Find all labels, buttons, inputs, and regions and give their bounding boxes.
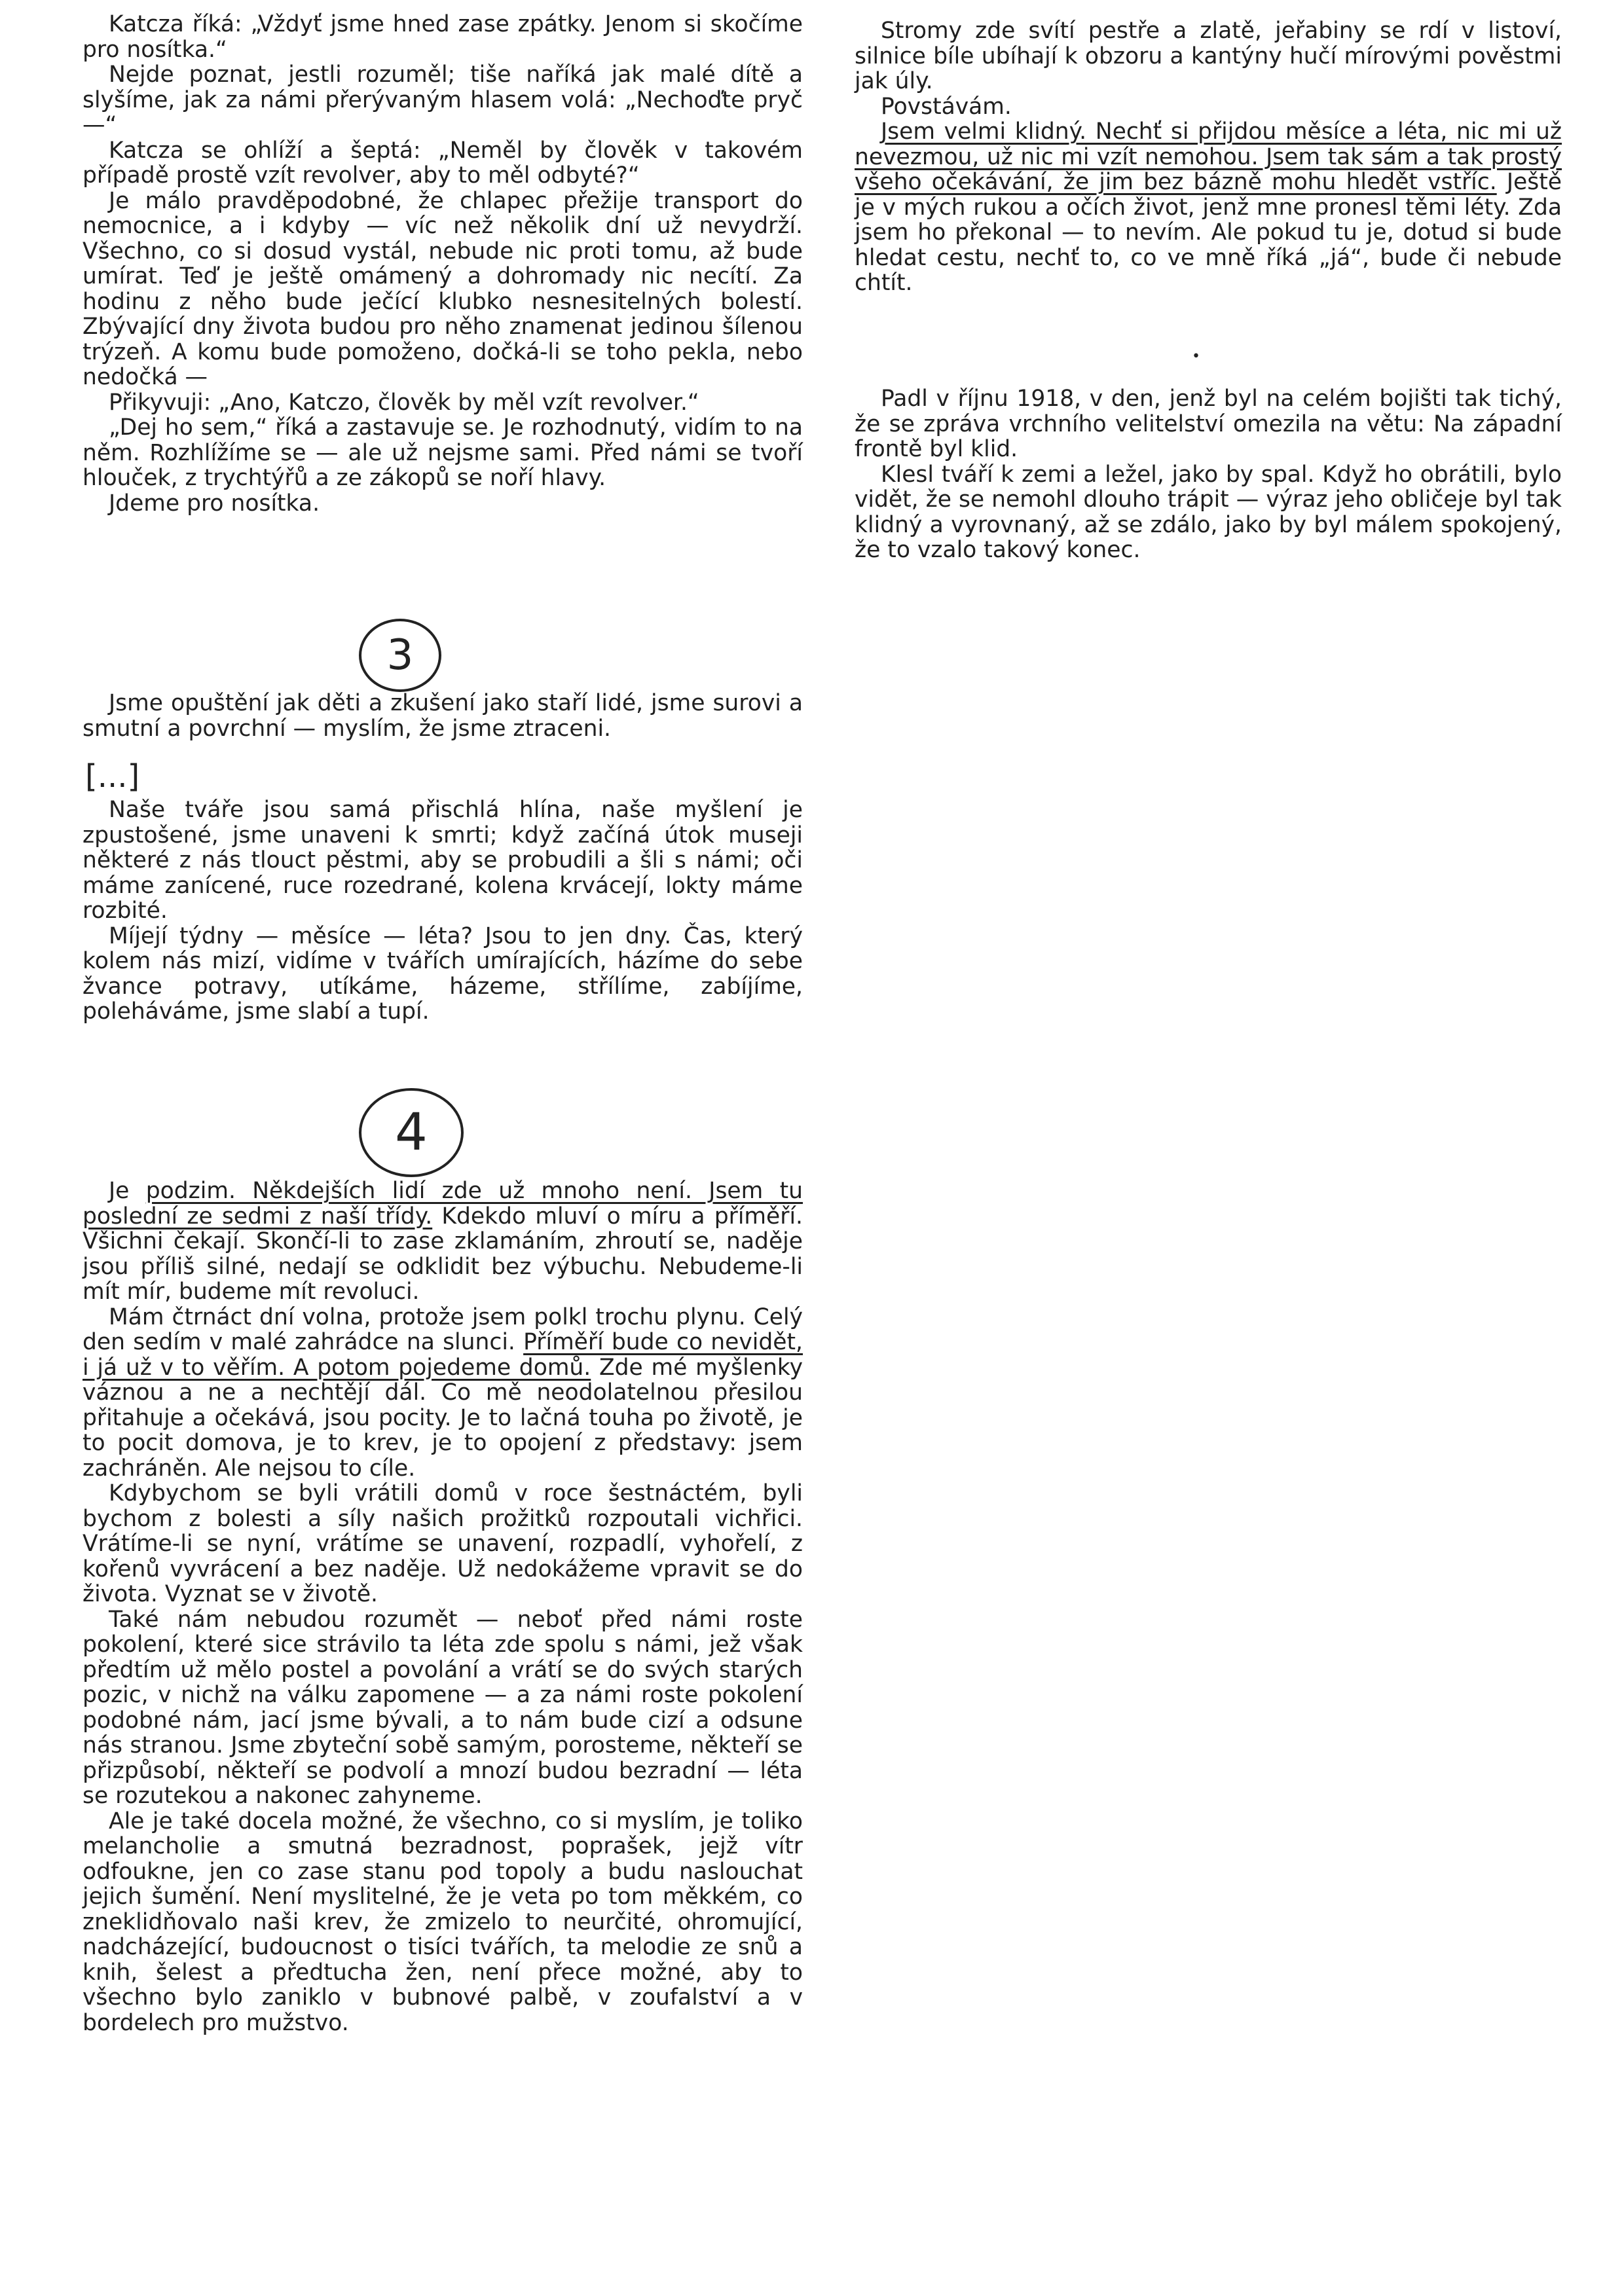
paragraph: Také nám nebudou rozumět — neboť před námi roste pokolení, které sice strávilo ta léta zde spolu s námi, jež však předtím už mělo postel a povolání a vrátí se do svých starých pozic, v nichž na válku zapomene — a za námi roste pokolení podobné nám, jací jsme bývali, a to nám bude cizí a odsune nás stranou. Jsme zbyteční sobě samým, porosteme, někteří se přizpůsobí, někteří se podvolí a mnozí budou bezradní — léta se rozutekou a nakonec zahyneme. xyxy=(83,1606,803,1809)
underlined-text: podzim. Někdejších lidí zde už mnoho není. Jsem tu poslední ze sedmi z naší třídy. xyxy=(83,1178,803,1230)
section-3-body xyxy=(83,797,803,1025)
paragraph: Povstávám. xyxy=(881,93,1012,120)
paragraph: Katcza říká: „Vždyť jsme hned zase zpátky. Jenom si skočíme pro nosítka.“ xyxy=(83,11,803,63)
text: Ještě je v mých rukou a očích život, jenž mne pronesl těmi léty. Zda jsem ho překonal — to nevím. Ale pokud tu je, dotud si bude hledat cestu, nechť to, co ve mně říká „já“, bude či nebude chtít. xyxy=(855,169,1562,296)
left-column-top xyxy=(83,12,803,516)
paragraph: Přikyvuji: „Ano, Katczo, člověk by měl vzít revolver.“ xyxy=(109,389,699,416)
right-column-top xyxy=(855,18,1562,296)
section-marker-3: 3 xyxy=(359,619,441,692)
paragraph: Kdybychom se byli vrátili domů v roce šestnáctém, byli bychom z bolesti a síly našich prožitků rozpoutali vichřici. Vrátíme-li se nyní, vrátíme se unavení, rozpadlí, vyhořelí, z kořenů vyvrácení a bez naděje. Už nedokážeme vpravit se do života. Vyznat se v životě. xyxy=(83,1480,803,1607)
section-marker-4: 4 xyxy=(359,1088,464,1177)
paragraph: Je málo pravděpodobné, že chlapec přežije transport do nemocnice, a i kdyby — víc než několik dní už nevydrží. Všechno, co si dosud vystál, nebude nic proti tomu, až bude umírat. Teď je ještě omámený a dohromady nic necítí. Za hodinu z něho bude ječící klubko nesnesitelných bolestí. Zbývající dny života budou pro něho znamenat jedinou šílenou trýzeň. A komu bude pomoženo, dočká-li se toho pekla, nebo nedočká — xyxy=(83,187,803,390)
paragraph: Míjejí týdny — měsíce — léta? Jsou to jen dny. Čas, který kolem nás mizí, vidíme v tvářích umírajících, házíme do sebe žvance potravy, utíkáme, házeme, střílíme, zabíjíme, poleháváme, jsme slabí a tupí. xyxy=(83,922,803,1025)
paragraph xyxy=(855,119,1562,296)
paragraph: Padl v říjnu 1918, v den, jenž byl na celém bojišti tak tichý, že se zpráva vrchního velitelství omezila na větu: Na západní frontě byl klid. xyxy=(855,386,1562,462)
section-3-intro xyxy=(83,691,803,741)
underlined-text: Jsem velmi klidný. Nechť si přijdou měsíce a léta, nic mi už nevezmou, už nic mi vzít nemohou. Jsem tak sám a tak prostý všeho očekávání, že jim bez bázně mohu hledět vstříc. xyxy=(855,118,1562,195)
section-separator: • xyxy=(1192,348,1200,365)
paragraph: Jsme opuštění jak děti a zkušení jako staří lidé, jsme surovi a smutní a povrchní — myslím, že jsme ztraceni. xyxy=(83,690,803,742)
paragraph: Naše tváře jsou samá přischlá hlína, naše myšlení je zpustošené, jsme unaveni k smrti; když začíná útok museji některé z nás tlouct pěstmi, aby se probudili a šli s námi; oči máme zanícené, ruce rozedrané, kolena krvácejí, lokty máme rozbité. xyxy=(83,797,803,924)
text: Mám čtrnáct dní volna, protože jsem polkl trochu plynu. Celý den sedím v malé zahrádce na slunci. xyxy=(83,1303,803,1355)
text: Je xyxy=(109,1178,146,1204)
paragraph: Ale je také docela možné, že všechno, co si myslím, je toliko melancholie a smutná bezradnost, poprašek, jejž vítr odfoukne, jen co zase stanu pod topoly a budu naslouchat jejich šumění. Není myslitelné, že je veta po tom měkkém, co zneklidňovalo naši krev, že zmizelo to neurčité, ohromující, nadcházející, budoucnost o tisíci tvářích, ta melodie ze snů a knih, šelest a předtucha žen, není přece možné, aby to všechno bylo zaniklo v bubnové palbě, v zoufalství a v bordelech pro mužstvo. xyxy=(83,1808,803,2036)
paragraph xyxy=(83,1305,803,1482)
section-4-body xyxy=(83,1178,803,2035)
text: Zde mé myšlenky váznou a ne a nechtějí dál. Co mě neodolatelnou přesilou přitahuje a očekává, jsou pocity. Je to lačná touha po životě, je to pocit domova, je to krev, je to opojení z představy: jsem zachráněn. Ale nejsou to cíle. xyxy=(83,1354,803,1482)
paragraph xyxy=(83,1178,803,1305)
omission-mark: [...] xyxy=(85,758,140,795)
paragraph: Katcza se ohlíží a šeptá: „Neměl by člověk v takovém případě prostě vzít revolver, aby to měl odbyté?“ xyxy=(83,137,803,189)
underlined-text: Příměří bude co nevidět, i já už v to věřím. A potom pojedeme domů. xyxy=(83,1329,803,1381)
paragraph: Nejde poznat, jestli rozuměl; tiše naříká jak malé dítě a slyšíme, jak za námi přerývaným hlasem volá: „Nechoďte pryč —“ xyxy=(83,62,803,138)
paragraph: Klesl tváří k zemi a ležel, jako by spal. Když ho obrátili, bylo vidět, že se nemohl dlouho trápit — výraz jeho obličeje byl tak klidný a vyrovnaný, až se zdálo, jako by byl málem spokojený, že to vzalo takový konec. xyxy=(855,461,1562,563)
paragraph: Stromy zde svítí pestře a zlatě, jeřabiny se rdí v listoví, silnice bíle ubíhají k obzoru a kantýny hučí mírovými pověstmi jak úly. xyxy=(855,18,1562,94)
paragraph: Jdeme pro nosítka. xyxy=(109,490,320,517)
text: Kdekdo mluví o míru a příměří. Všichni čekají. Skončí-li to zase zklamáním, zhroutí se, naděje jsou příliš silné, nedají se odklidit bez výbuchu. Nebudeme-li mít mír, budeme mít revoluci. xyxy=(83,1203,803,1305)
epilogue xyxy=(855,386,1562,563)
paragraph: „Dej ho sem,“ říká a zastavuje se. Je rozhodnutý, vidím to na něm. Rozhlížíme se — ale už nejsme sami. Před námi se tvoří hlouček, z trychtýřů a ze zákopů se noří hlavy. xyxy=(83,414,803,491)
